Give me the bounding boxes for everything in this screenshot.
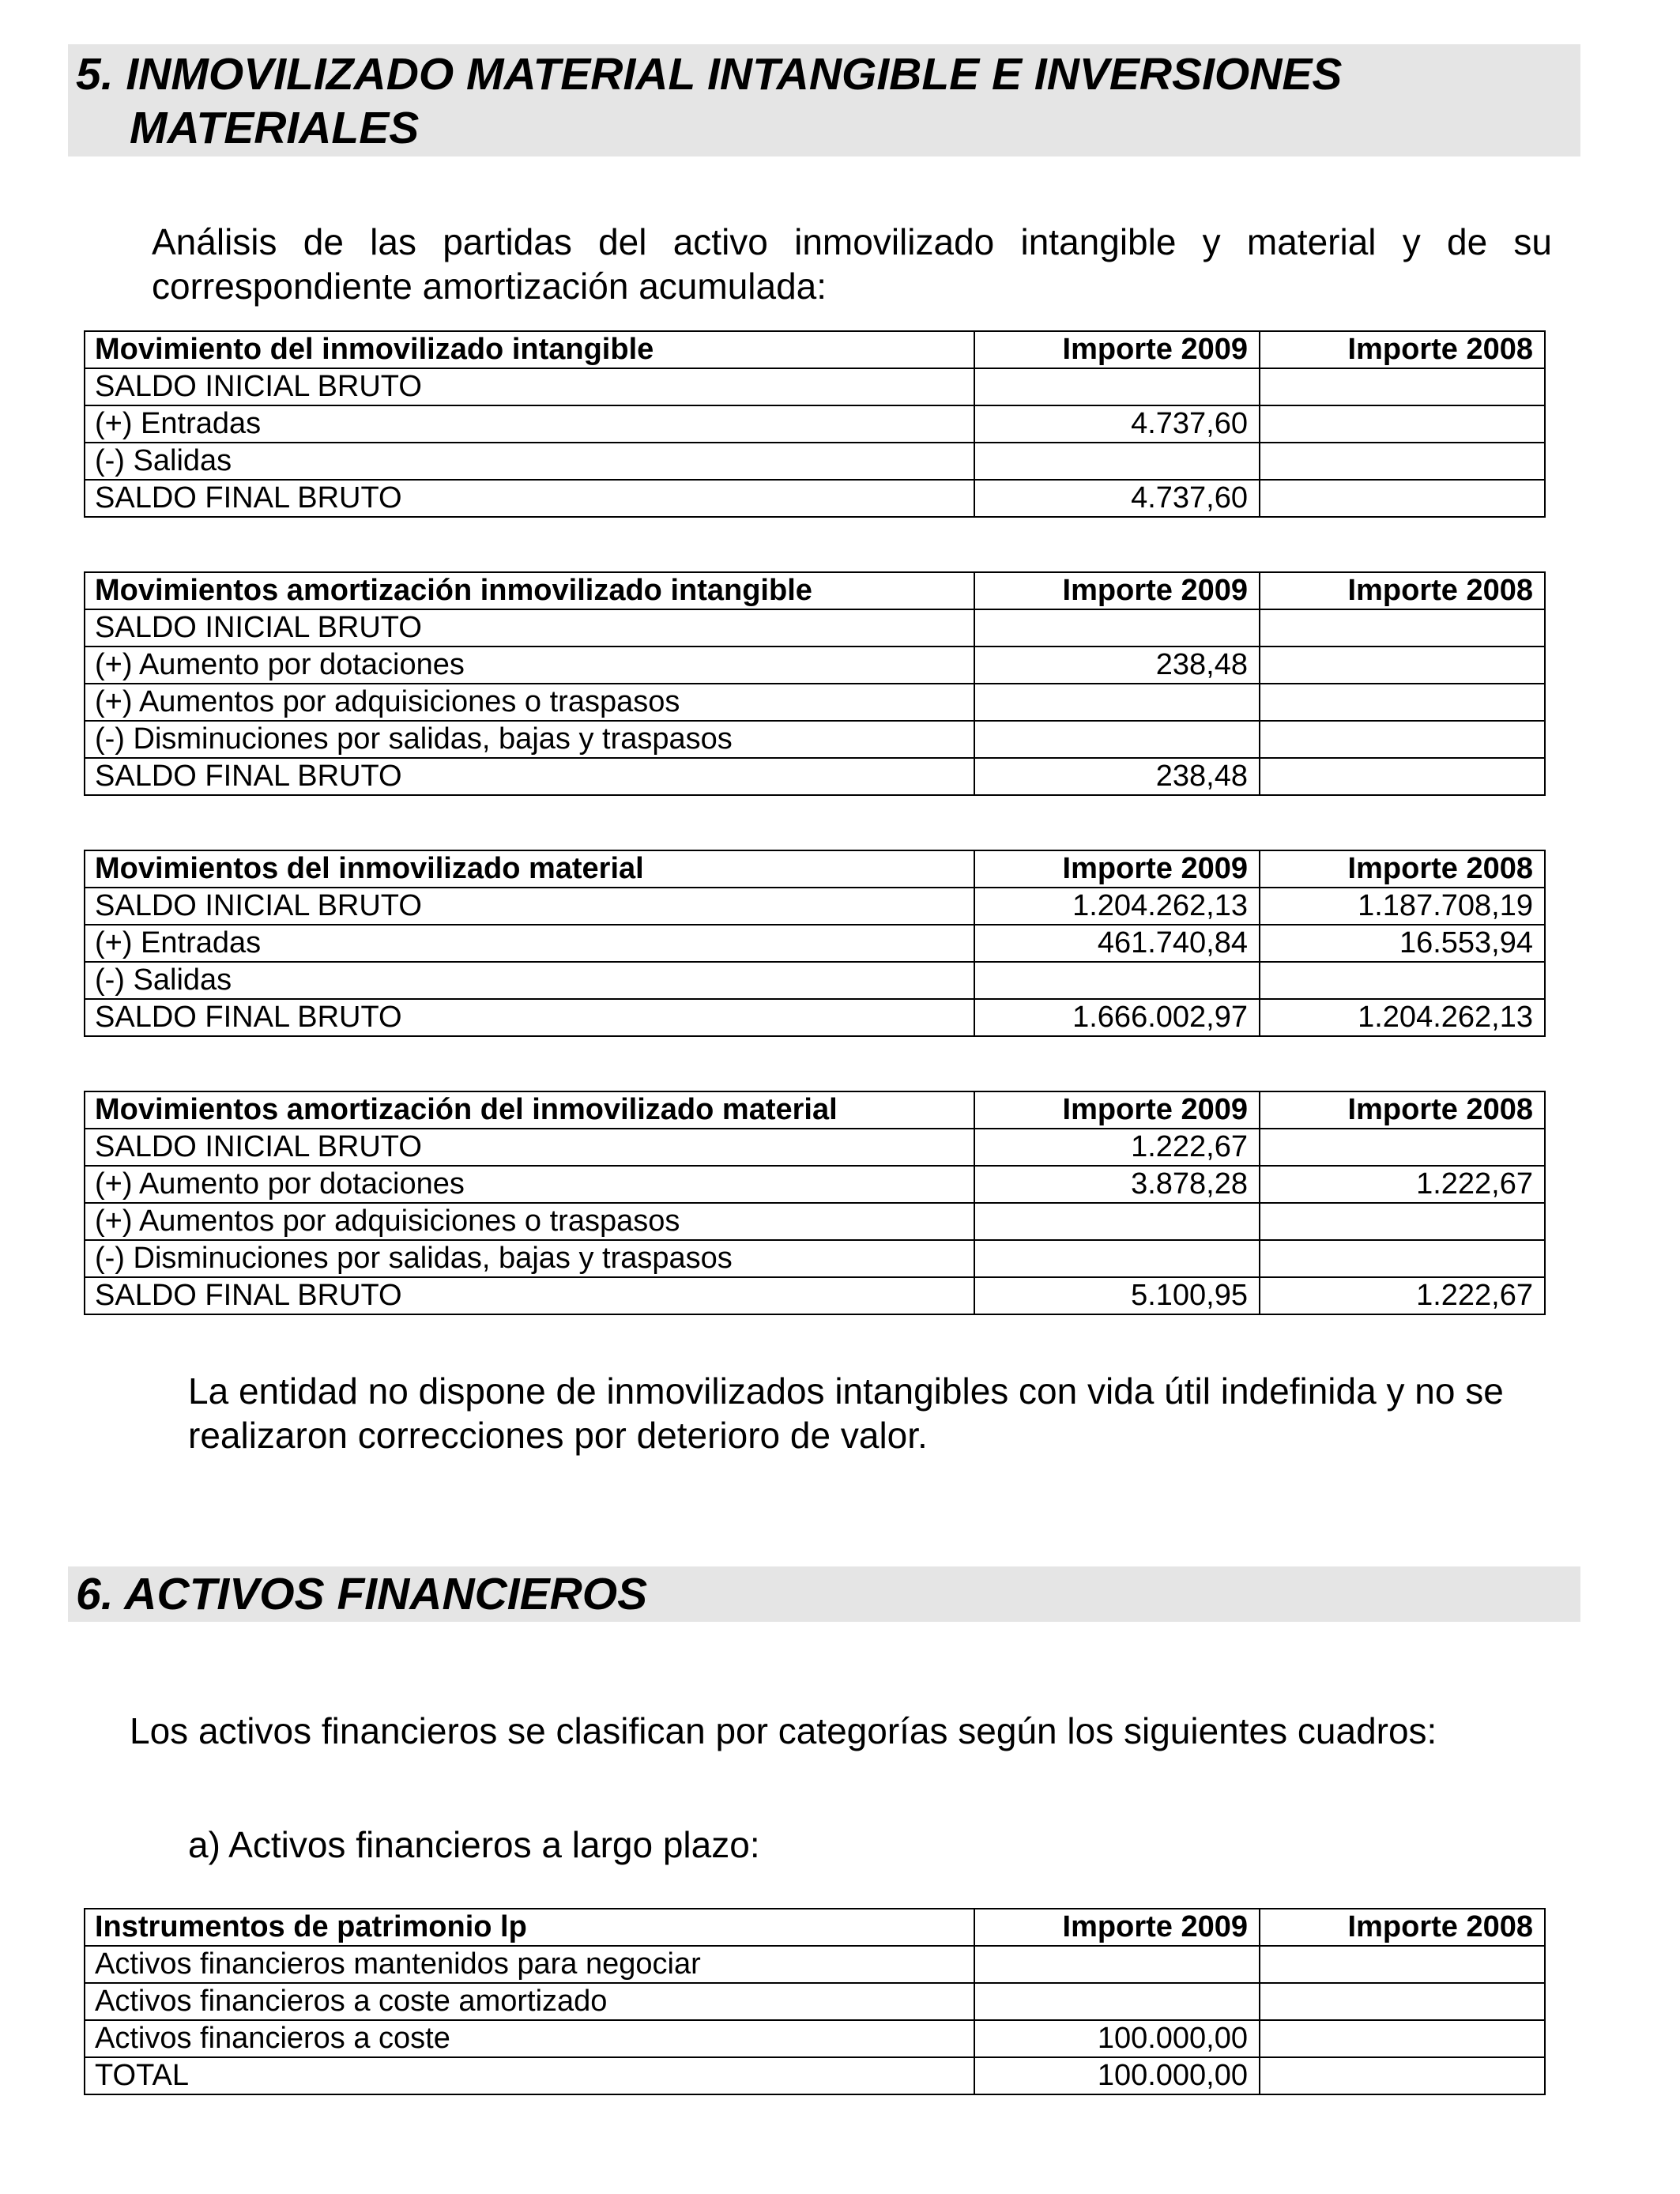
cell-2008 (1260, 1129, 1545, 1166)
row-label: SALDO FINAL BRUTO (85, 999, 974, 1036)
column-header: Movimientos del inmovilizado material (85, 850, 974, 888)
cell-2008 (1260, 2057, 1545, 2094)
table-row (85, 1240, 1545, 1277)
table-row (85, 368, 1545, 405)
row-label: SALDO INICIAL BRUTO (85, 368, 974, 405)
table-row (85, 1983, 1545, 2020)
cell-2009 (974, 721, 1260, 758)
cell-2009: 1.666.002,97 (974, 999, 1260, 1036)
table-equity-instruments (84, 1908, 1546, 2095)
row-label: SALDO INICIAL BRUTO (85, 609, 974, 647)
cell-2009: 1.204.262,13 (974, 888, 1260, 925)
section-5-heading-bar (68, 44, 1580, 156)
cell-2008: 1.204.262,13 (1260, 999, 1545, 1036)
table-material-amortization (84, 1091, 1546, 1315)
column-header: Importe 2009 (974, 1091, 1260, 1129)
cell-2009 (974, 1240, 1260, 1277)
table-header-row (85, 1909, 1545, 1946)
table-row (85, 684, 1545, 721)
cell-2008 (1260, 1240, 1545, 1277)
cell-2009: 1.222,67 (974, 1129, 1260, 1166)
cell-2008 (1260, 2020, 1545, 2057)
cell-2008: 1.222,67 (1260, 1277, 1545, 1314)
table-row (85, 1203, 1545, 1240)
cell-2008 (1260, 1203, 1545, 1240)
table-row (85, 1129, 1545, 1166)
cell-2008: 16.553,94 (1260, 925, 1545, 962)
table-row (85, 480, 1545, 517)
cell-2009 (974, 1203, 1260, 1240)
table-row (85, 925, 1545, 962)
row-label: SALDO FINAL BRUTO (85, 1277, 974, 1314)
row-label: (-) Disminuciones por salidas, bajas y traspasos (85, 721, 974, 758)
table-row (85, 1946, 1545, 1983)
cell-2008 (1260, 758, 1545, 795)
table-intangible-movements (84, 330, 1546, 518)
column-header: Importe 2008 (1260, 1091, 1545, 1129)
table-row (85, 962, 1545, 999)
column-header: Importe 2008 (1260, 1909, 1545, 1946)
cell-2009: 100.000,00 (974, 2057, 1260, 2094)
section-6-title (68, 1566, 1580, 1621)
table-material-movements (84, 850, 1546, 1037)
row-label: (-) Salidas (85, 962, 974, 999)
cell-2008 (1260, 1983, 1545, 2020)
cell-2009: 4.737,60 (974, 480, 1260, 517)
row-label: SALDO INICIAL BRUTO (85, 888, 974, 925)
cell-2009: 4.737,60 (974, 405, 1260, 443)
cell-2009 (974, 1983, 1260, 2020)
row-label: Activos financieros mantenidos para negociar (85, 1946, 974, 1983)
row-label: (+) Entradas (85, 925, 974, 962)
table-row (85, 999, 1545, 1036)
row-label: (+) Aumento por dotaciones (85, 647, 974, 684)
section-5-intro: Análisis de las partidas del activo inmovilizado intangible y material y de su correspondiente amortización acumulada: (152, 221, 1552, 307)
row-label: Activos financieros a coste amortizado (85, 1983, 974, 2020)
cell-2009: 238,48 (974, 647, 1260, 684)
cell-2009: 100.000,00 (974, 2020, 1260, 2057)
cell-2009: 461.740,84 (974, 925, 1260, 962)
table-intangible-amortization (84, 571, 1546, 796)
table-header-row (85, 331, 1545, 368)
column-header: Importe 2008 (1260, 572, 1545, 609)
section-6-number: 6. (76, 1569, 114, 1619)
row-label: (-) Disminuciones por salidas, bajas y traspasos (85, 1240, 974, 1277)
row-label: SALDO FINAL BRUTO (85, 758, 974, 795)
table-row (85, 888, 1545, 925)
cell-2009: 5.100,95 (974, 1277, 1260, 1314)
row-label: SALDO INICIAL BRUTO (85, 1129, 974, 1166)
cell-2009: 238,48 (974, 758, 1260, 795)
section-6-title-text: ACTIVOS FINANCIEROS (124, 1569, 648, 1619)
column-header: Instrumentos de patrimonio lp (85, 1909, 974, 1946)
table-header-row (85, 572, 1545, 609)
section-6-intro: Los activos financieros se clasifican por categorías según los siguientes cuadros: (130, 1710, 1437, 1751)
cell-2008 (1260, 721, 1545, 758)
table-row (85, 758, 1545, 795)
cell-2008 (1260, 443, 1545, 480)
table-row (85, 2057, 1545, 2094)
cell-2008: 1.222,67 (1260, 1166, 1545, 1203)
table-header-row (85, 850, 1545, 888)
cell-2009 (974, 1946, 1260, 1983)
column-header: Importe 2009 (974, 331, 1260, 368)
table-row (85, 609, 1545, 647)
table-header-row (85, 1091, 1545, 1129)
row-label: (+) Aumento por dotaciones (85, 1166, 974, 1203)
column-header: Importe 2008 (1260, 850, 1545, 888)
column-header: Importe 2009 (974, 572, 1260, 609)
table-row (85, 647, 1545, 684)
column-header: Movimientos amortización inmovilizado intangible (85, 572, 974, 609)
column-header: Movimientos amortización del inmovilizado material (85, 1091, 974, 1129)
column-header: Importe 2008 (1260, 331, 1545, 368)
section-6-heading-bar (68, 1566, 1580, 1622)
table-row (85, 721, 1545, 758)
section-5-title (68, 44, 1580, 155)
cell-2008 (1260, 962, 1545, 999)
column-header: Importe 2009 (974, 850, 1260, 888)
cell-2009 (974, 684, 1260, 721)
cell-2008 (1260, 684, 1545, 721)
table-row (85, 1277, 1545, 1314)
row-label: (+) Aumentos por adquisiciones o traspasos (85, 684, 974, 721)
table-row (85, 443, 1545, 480)
row-label: Activos financieros a coste (85, 2020, 974, 2057)
cell-2009 (974, 609, 1260, 647)
column-header: Movimiento del inmovilizado intangible (85, 331, 974, 368)
row-label: TOTAL (85, 2057, 974, 2094)
cell-2008 (1260, 368, 1545, 405)
row-label: SALDO FINAL BRUTO (85, 480, 974, 517)
table-row (85, 1166, 1545, 1203)
section-5-number: 5. (76, 49, 114, 100)
cell-2009: 3.878,28 (974, 1166, 1260, 1203)
section-6-subheading: a) Activos financieros a largo plazo: (188, 1824, 760, 1865)
cell-2008 (1260, 1946, 1545, 1983)
row-label: (-) Salidas (85, 443, 974, 480)
cell-2009 (974, 368, 1260, 405)
cell-2008 (1260, 405, 1545, 443)
row-label: (+) Aumentos por adquisiciones o traspasos (85, 1203, 974, 1240)
section-5-title-line2: MATERIALES (130, 103, 420, 153)
cell-2009 (974, 443, 1260, 480)
row-label: (+) Entradas (85, 405, 974, 443)
section-5-title-line1: INMOVILIZADO MATERIAL INTANGIBLE E INVERSIONES (126, 49, 1343, 100)
section-5-note: La entidad no dispone de inmovilizados intangibles con vida útil indefinida y no se realizaron correcciones por deterioro de valor. (188, 1370, 1504, 1456)
cell-2008 (1260, 609, 1545, 647)
cell-2008 (1260, 647, 1545, 684)
cell-2009 (974, 962, 1260, 999)
column-header: Importe 2009 (974, 1909, 1260, 1946)
table-row (85, 405, 1545, 443)
cell-2008 (1260, 480, 1545, 517)
cell-2008: 1.187.708,19 (1260, 888, 1545, 925)
table-row (85, 2020, 1545, 2057)
